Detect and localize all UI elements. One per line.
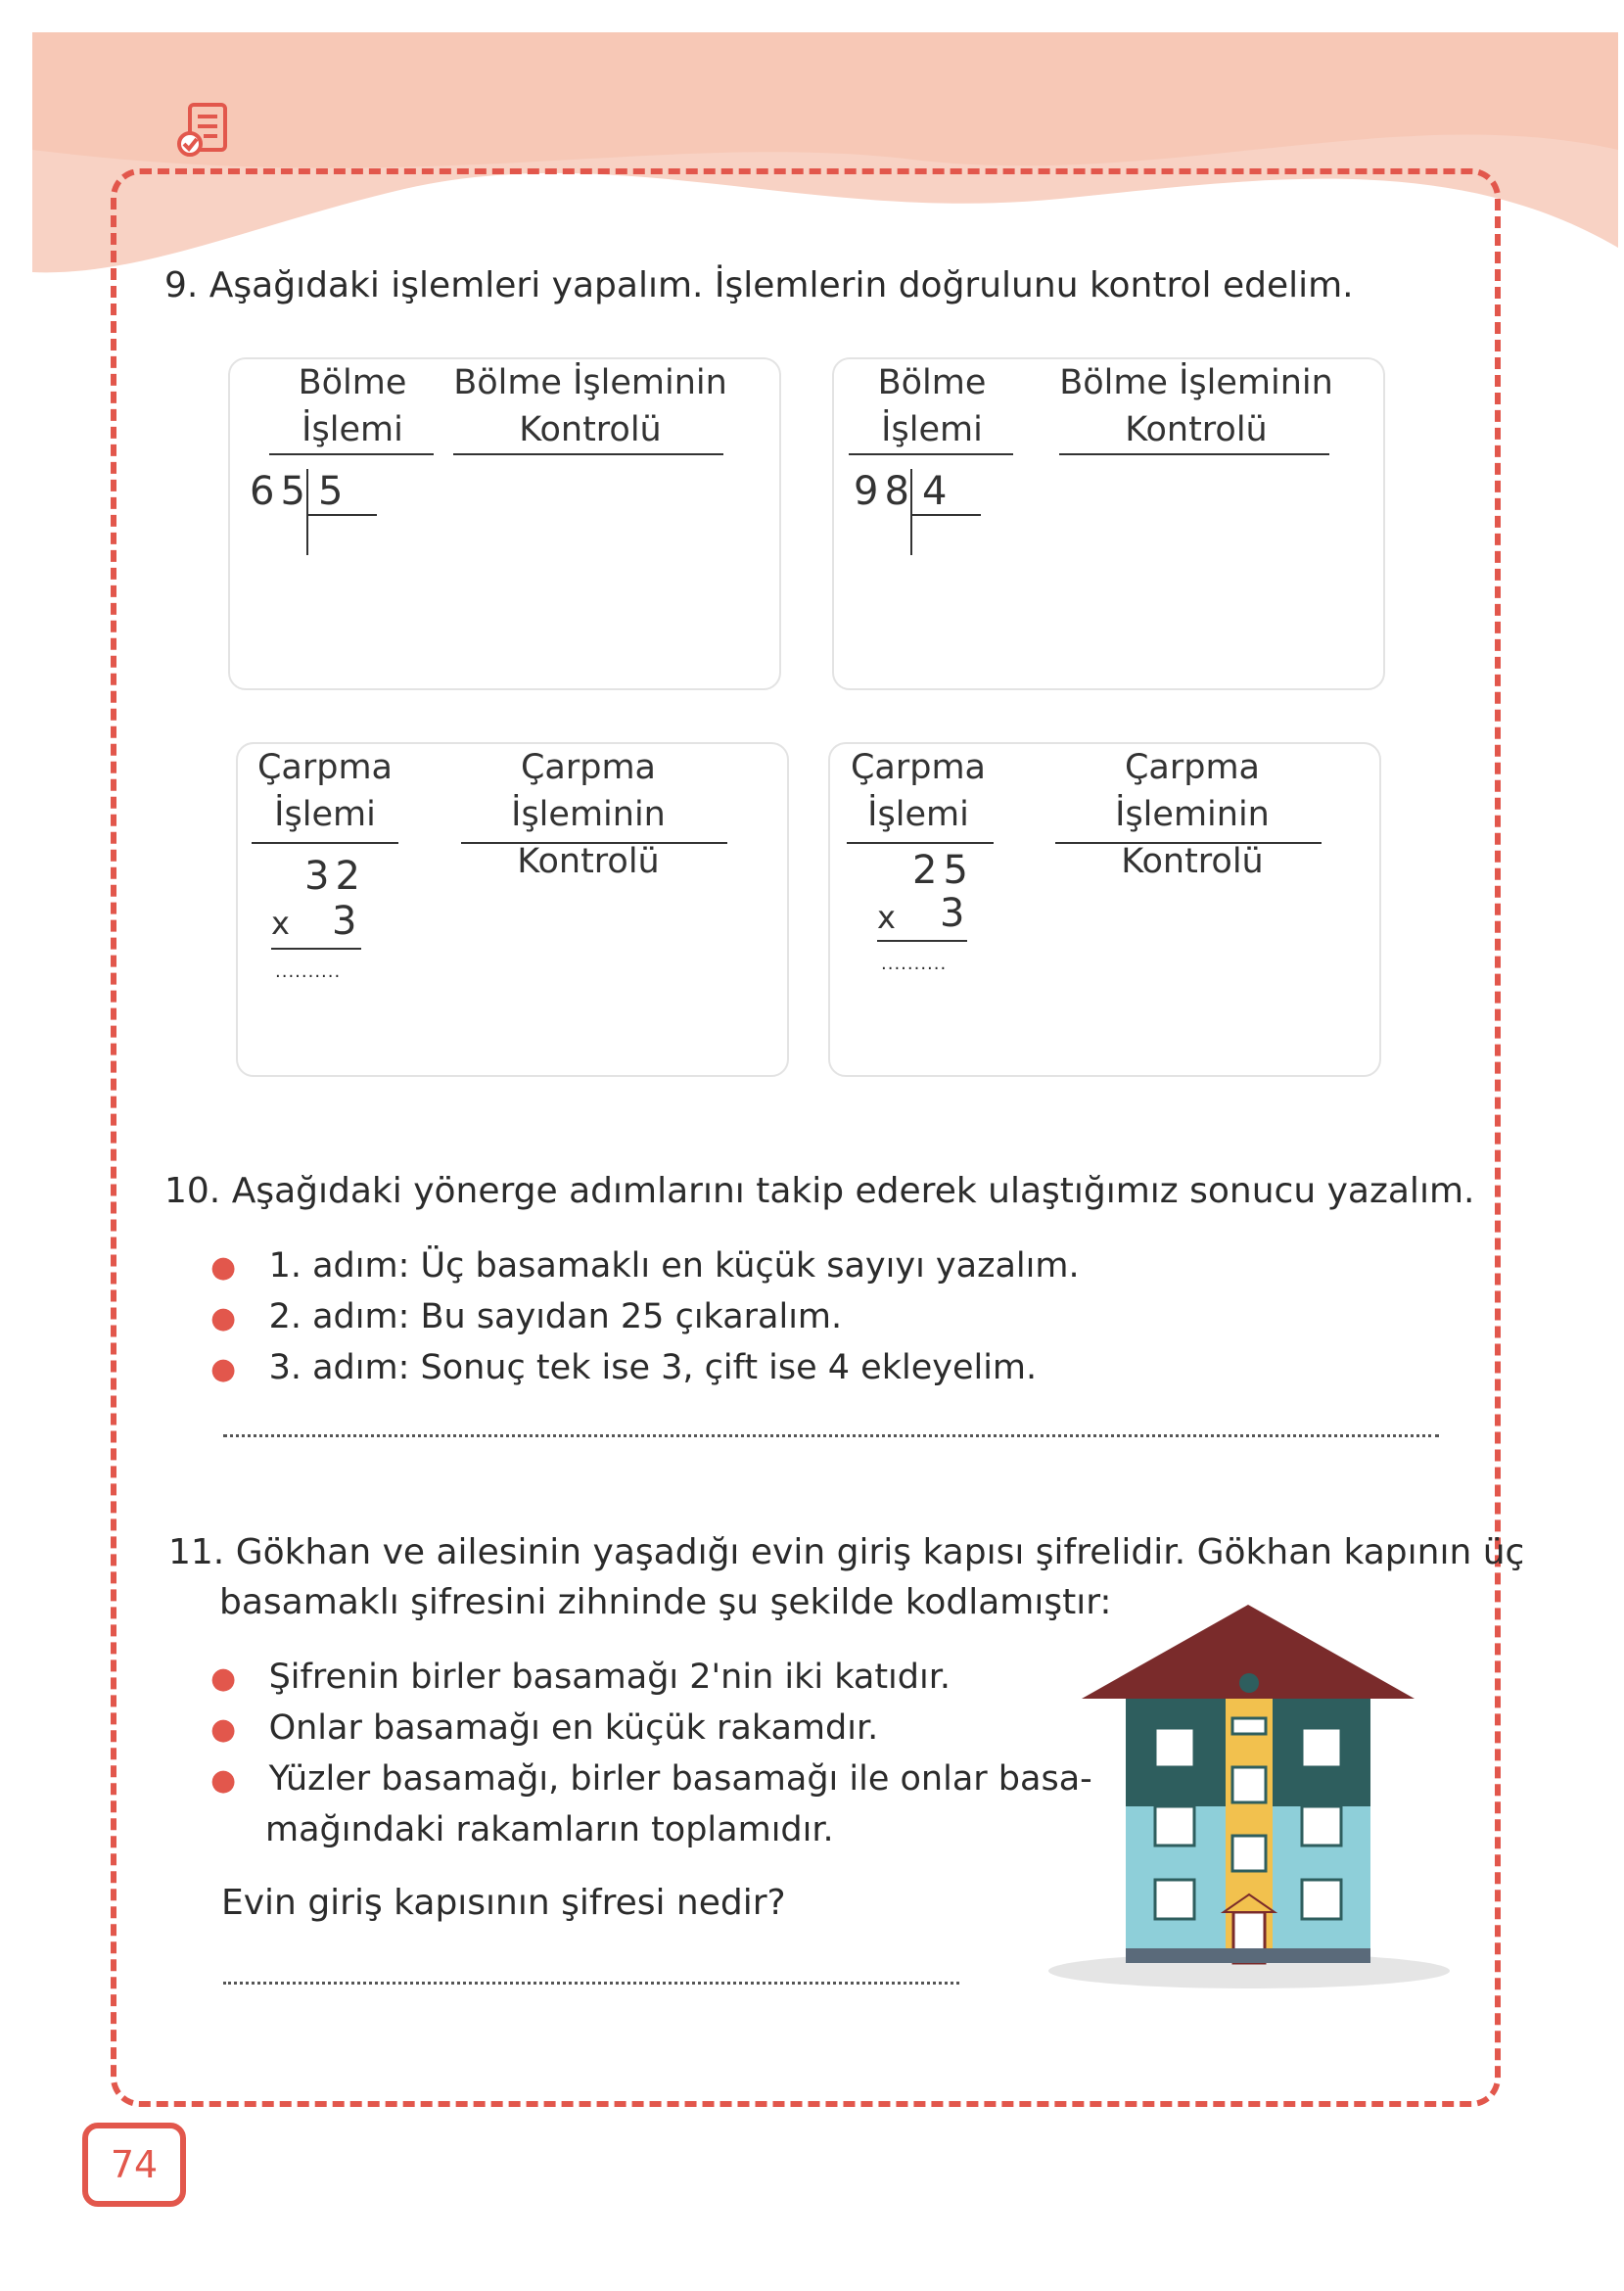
multiplicand: 32 xyxy=(304,854,366,899)
checklist-icon xyxy=(176,101,233,162)
division-bar xyxy=(910,514,981,516)
multiplier: 3 xyxy=(332,899,363,944)
dividend: 98 xyxy=(854,469,915,514)
multiplication-box-1 xyxy=(236,742,789,1077)
header-underline xyxy=(252,842,398,844)
answer-blank[interactable]: .......... xyxy=(275,961,342,982)
division-bar xyxy=(306,514,377,516)
answer-line-q11[interactable] xyxy=(223,1982,959,1985)
apartment-building-illustration xyxy=(1047,1601,1454,1992)
box-header-check: Çarpma İşleminin Kontrolü xyxy=(511,748,666,881)
list-item-continuation: mağındaki rakamların toplamıdır. xyxy=(265,1810,834,1849)
question-10-steps xyxy=(210,1241,1080,1394)
times-sign: x xyxy=(877,899,902,936)
box-header-operation: Bölme İşlemi xyxy=(298,363,407,449)
question-10-title: 10. Aşağıdaki yönerge adımlarını takip ederek ulaştığımız sonucu yazalım. xyxy=(164,1171,1475,1211)
bullet-dot: ● xyxy=(210,1763,237,1798)
list-item: ● 2. adım: Bu sayıdan 25 çıkaralım. xyxy=(210,1297,843,1336)
box-header-operation: Çarpma İşlemi xyxy=(850,748,987,834)
question-11-title-line1: 11. Gökhan ve ailesinin yaşadığı evin giriş kapısı şifrelidir. Gökhan kapının üç xyxy=(168,1532,1525,1572)
box-header-check: Bölme İşleminin Kontrolü xyxy=(453,363,727,449)
divisor: 5 xyxy=(318,469,349,514)
header-underline xyxy=(1059,453,1329,455)
bullet-dot: ● xyxy=(210,1250,237,1285)
answer-line-q10[interactable] xyxy=(223,1434,1439,1437)
times-sign: x xyxy=(271,905,296,942)
multiplicand: 25 xyxy=(912,848,974,893)
question-11-title-line2: basamaklı şifresini zihninde şu şekilde kodlamıştır: xyxy=(219,1582,1112,1622)
bullet-dot: ● xyxy=(210,1352,237,1386)
list-item: ● Onlar basamağı en küçük rakamdır. xyxy=(210,1708,879,1748)
box-header-operation: Bölme İşlemi xyxy=(877,363,987,449)
division-bracket xyxy=(306,469,377,555)
division-box-2 xyxy=(832,357,1385,690)
header-underline xyxy=(461,842,727,844)
list-item: ● Şifrenin birler basamağı 2'nin iki katıdır. xyxy=(210,1658,951,1697)
page-number: 74 xyxy=(82,2123,186,2207)
question-9-title: 9. Aşağıdaki işlemleri yapalım. İşlemlerin doğrulunu kontrol edelim. xyxy=(164,265,1354,305)
bullet-dot: ● xyxy=(210,1712,237,1747)
multiplier: 3 xyxy=(940,891,971,936)
question-11-clues xyxy=(210,1653,1092,1854)
list-item: ● 1. adım: Üç basamaklı en küçük sayıyı yazalım. xyxy=(210,1246,1080,1286)
box-header-check: Bölme İşleminin Kontrolü xyxy=(1059,363,1333,449)
header-underline xyxy=(453,453,723,455)
division-bracket xyxy=(910,469,981,555)
header-underline xyxy=(269,453,434,455)
product-line xyxy=(877,940,967,942)
header-underline xyxy=(849,453,1013,455)
header-underline xyxy=(1055,842,1322,844)
box-header-operation: Çarpma İşlemi xyxy=(256,748,394,834)
question-11-prompt: Evin giriş kapısının şifresi nedir? xyxy=(221,1883,786,1923)
division-box-1 xyxy=(228,357,781,690)
list-item: ● 3. adım: Sonuç tek ise 3, çift ise 4 ekleyelim. xyxy=(210,1348,1038,1387)
dividend: 65 xyxy=(250,469,311,514)
box-header-check: Çarpma İşleminin Kontrolü xyxy=(1115,748,1270,881)
bullet-dot: ● xyxy=(210,1661,237,1696)
bullet-dot: ● xyxy=(210,1301,237,1335)
divisor: 4 xyxy=(922,469,953,514)
answer-blank[interactable]: .......... xyxy=(881,954,948,974)
multiplication-box-2 xyxy=(828,742,1381,1077)
product-line xyxy=(271,948,361,950)
list-item: ● Yüzler basamağı, birler basamağı ile onlar basa- xyxy=(210,1759,1092,1799)
header-underline xyxy=(847,842,994,844)
